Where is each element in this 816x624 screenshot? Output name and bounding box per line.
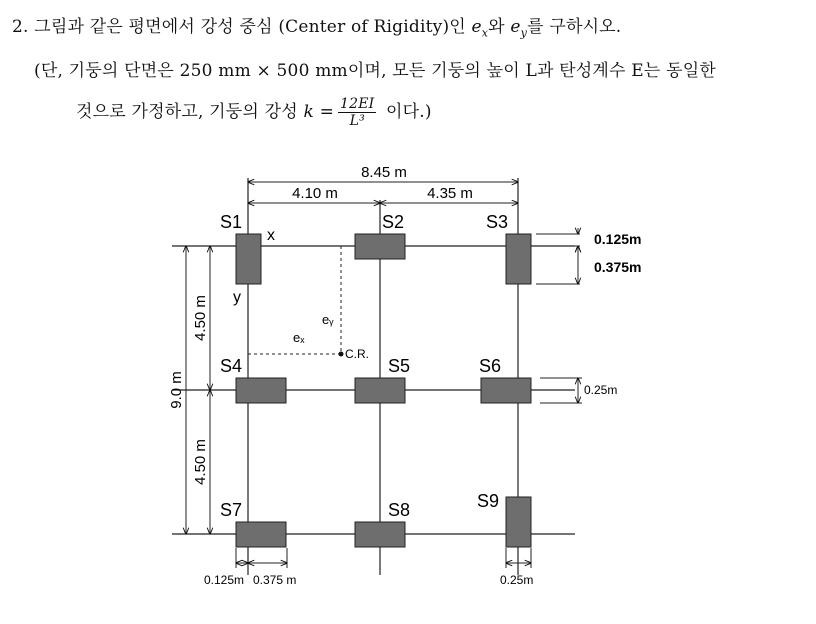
dim-right-label: 4.35 m [427, 185, 473, 202]
dim-total-label: 8.45 m [361, 164, 407, 181]
axis-y-label: y [233, 289, 241, 306]
question-line3-post: 이다.) [380, 102, 432, 122]
dim-vertical-bottom-label: 4.50 m [192, 439, 209, 485]
dim-bottom-b-label: 0.375 m [253, 573, 297, 587]
ey-subscript: y [520, 26, 528, 40]
column-s8 [355, 522, 405, 547]
column-label-s9: S9 [477, 491, 500, 511]
column-label-s1: S1 [220, 212, 243, 232]
ex-label: eₓ [293, 330, 305, 345]
question-line1-mid: 와 [488, 17, 511, 37]
column-label-s6: S6 [479, 356, 502, 376]
column-label-s7: S7 [220, 500, 243, 520]
fraction-denominator: L³ [349, 113, 365, 129]
column-s1 [236, 234, 261, 284]
column-label-s5: S5 [388, 356, 411, 376]
column-label-s4: S4 [220, 356, 243, 376]
question-line3-pre: 것으로 가정하고, 기둥의 강성 [76, 102, 304, 122]
ex-subscript: x [481, 26, 489, 40]
ex-symbol: e [471, 17, 482, 37]
center-of-rigidity-point [339, 352, 344, 357]
column-s9 [506, 497, 531, 547]
fraction-numerator: 12EI [340, 96, 375, 112]
column-label-s3: S3 [486, 212, 509, 232]
dim-bottom-c-label: 0.25m [500, 573, 534, 587]
stiffness-equation: k = [303, 102, 335, 122]
dim-col-a-label: 0.125m [594, 231, 642, 247]
column-s3 [506, 234, 531, 284]
dim-col-c-label: 0.25m [584, 383, 618, 397]
dim-bottom-a-label: 0.125m [204, 573, 245, 587]
column-s6 [481, 378, 531, 403]
dim-vertical-total-label: 9.0 m [168, 371, 185, 409]
column-label-s2: S2 [382, 212, 405, 232]
dim-left-label: 4.10 m [292, 185, 338, 202]
axis-x-label: x [267, 227, 275, 244]
column-label-s8: S8 [388, 500, 411, 520]
dim-col-b-label: 0.375m [594, 259, 642, 275]
column-s4 [236, 378, 286, 403]
cr-label: C.R. [345, 347, 369, 361]
question-line-2: (단, 기둥의 단면은 250 mm × 500 mm이며, 모든 기둥의 높이 L과 탄성계수 E는 동일한 [34, 61, 716, 81]
question-line1-post: 를 구하시오. [527, 17, 622, 37]
column-s5 [355, 378, 405, 403]
column-s7 [236, 522, 286, 547]
ey-symbol: e [510, 17, 521, 37]
dim-vertical-top-label: 4.50 m [192, 295, 209, 341]
question-line1-pre: 2. 그림과 같은 평면에서 강성 중심 (Center of Rigidity)인 [12, 17, 472, 37]
column-s2 [355, 234, 405, 259]
ey-label: eᵧ [322, 312, 334, 327]
